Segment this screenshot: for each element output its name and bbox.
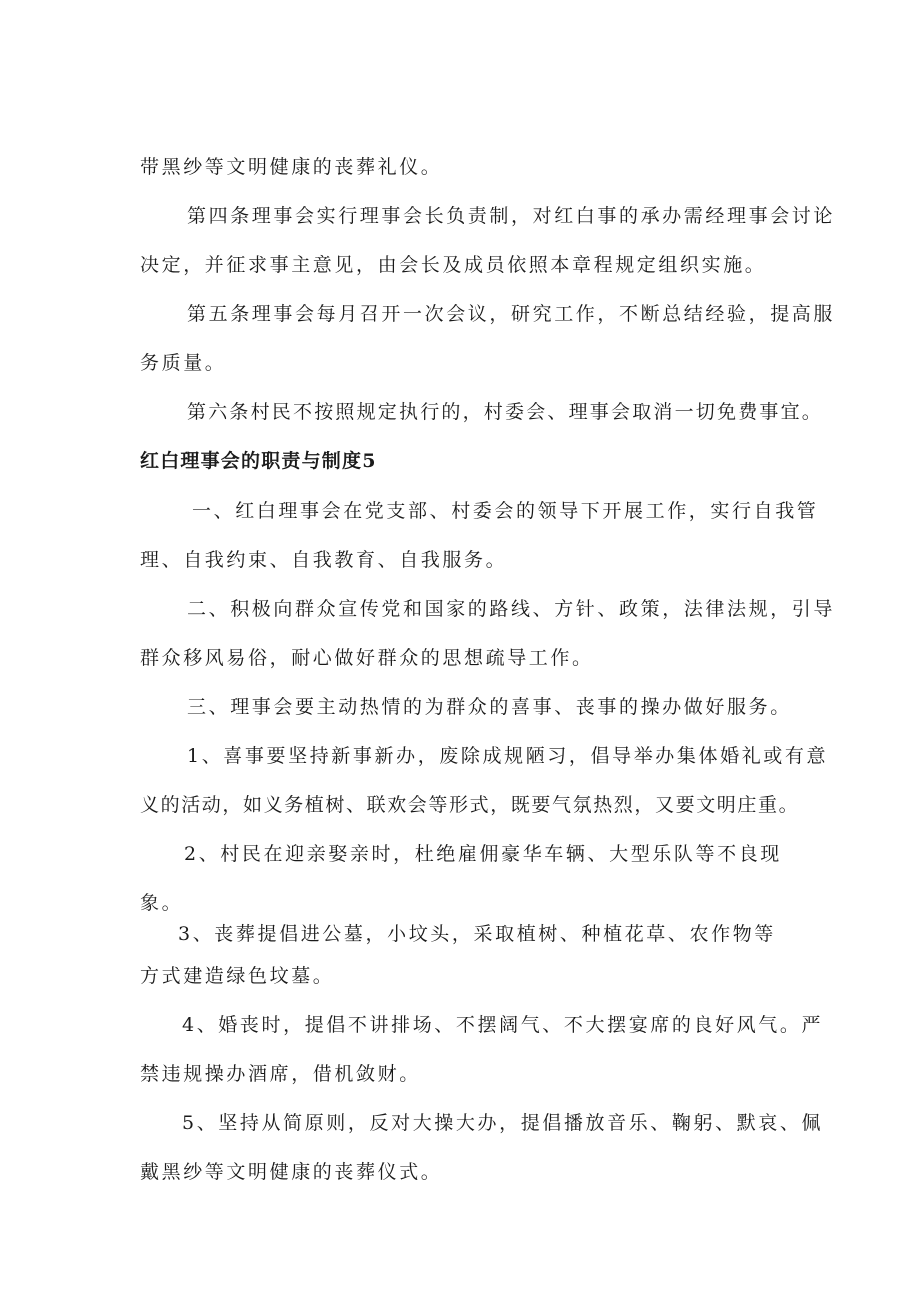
sub-item-one-line-2: 义的活动，如义务植树、联欢会等形式，既要气氛热烈，又要文明庄重。 [140, 794, 800, 816]
item-two-line-1: 二、积极向群众宣传党和国家的路线、方针、政策，法律法规，引导 [187, 598, 836, 620]
section-heading: 红白理事会的职责与制度5 [140, 450, 377, 472]
sub-item-four-line-2: 禁违规操办酒席，借机敛财。 [140, 1063, 421, 1085]
sub-item-three-line-1: 3、丧葬提倡进公墓，小坟头，采取植树、种植花草、农作物等 [178, 923, 776, 945]
item-one-line-1: 一、红白理事会在党支部、村委会的领导下开展工作，实行自我管 [192, 500, 819, 522]
item-three-line: 三、理事会要主动热情的为群众的喜事、丧事的操办做好服务。 [187, 696, 792, 718]
article-five-line-1: 第五条理事会每月召开一次会议，研究工作，不断总结经验，提高服 [187, 303, 836, 325]
sub-item-five-line-1: 5、坚持从简原则，反对大操大办，提倡播放音乐、鞠躬、默哀、佩 [182, 1112, 824, 1134]
article-four-line-1: 第四条理事会实行理事会长负责制，对红白事的承办需经理事会讨论 [187, 205, 836, 227]
sub-item-three-line-2: 方式建造绿色坟墓。 [140, 965, 335, 987]
item-one-line-2: 理、自我约束、自我教育、自我服务。 [140, 549, 508, 571]
item-two-line-2: 群众移风易俗，耐心做好群众的思想疏导工作。 [140, 647, 594, 669]
article-six-line: 第六条村民不按照规定执行的，村委会、理事会取消一切免费事宜。 [187, 401, 824, 423]
article-four-line-2: 决定，并征求事主意见，由会长及成员依照本章程规定组织实施。 [140, 254, 767, 276]
sub-item-one-line-1: 1、喜事要坚持新事新办，废除成规陋习，倡导举办集体婚礼或有意 [187, 745, 829, 767]
text-line: 带黑纱等文明健康的丧葬礼仪。 [140, 156, 443, 178]
sub-item-two-line-2: 象。 [140, 892, 184, 914]
article-five-line-2: 务质量。 [140, 352, 227, 374]
sub-item-two-line-1: 2、村民在迎亲娶亲时，杜绝雇佣豪华车辆、大型乐队等不良现 [184, 843, 782, 865]
sub-item-four-line-1: 4、婚丧时，提倡不讲排场、不摆阔气、不大摆宴席的良好风气。严 [182, 1014, 824, 1036]
sub-item-five-line-2: 戴黑纱等文明健康的丧葬仪式。 [140, 1161, 443, 1183]
